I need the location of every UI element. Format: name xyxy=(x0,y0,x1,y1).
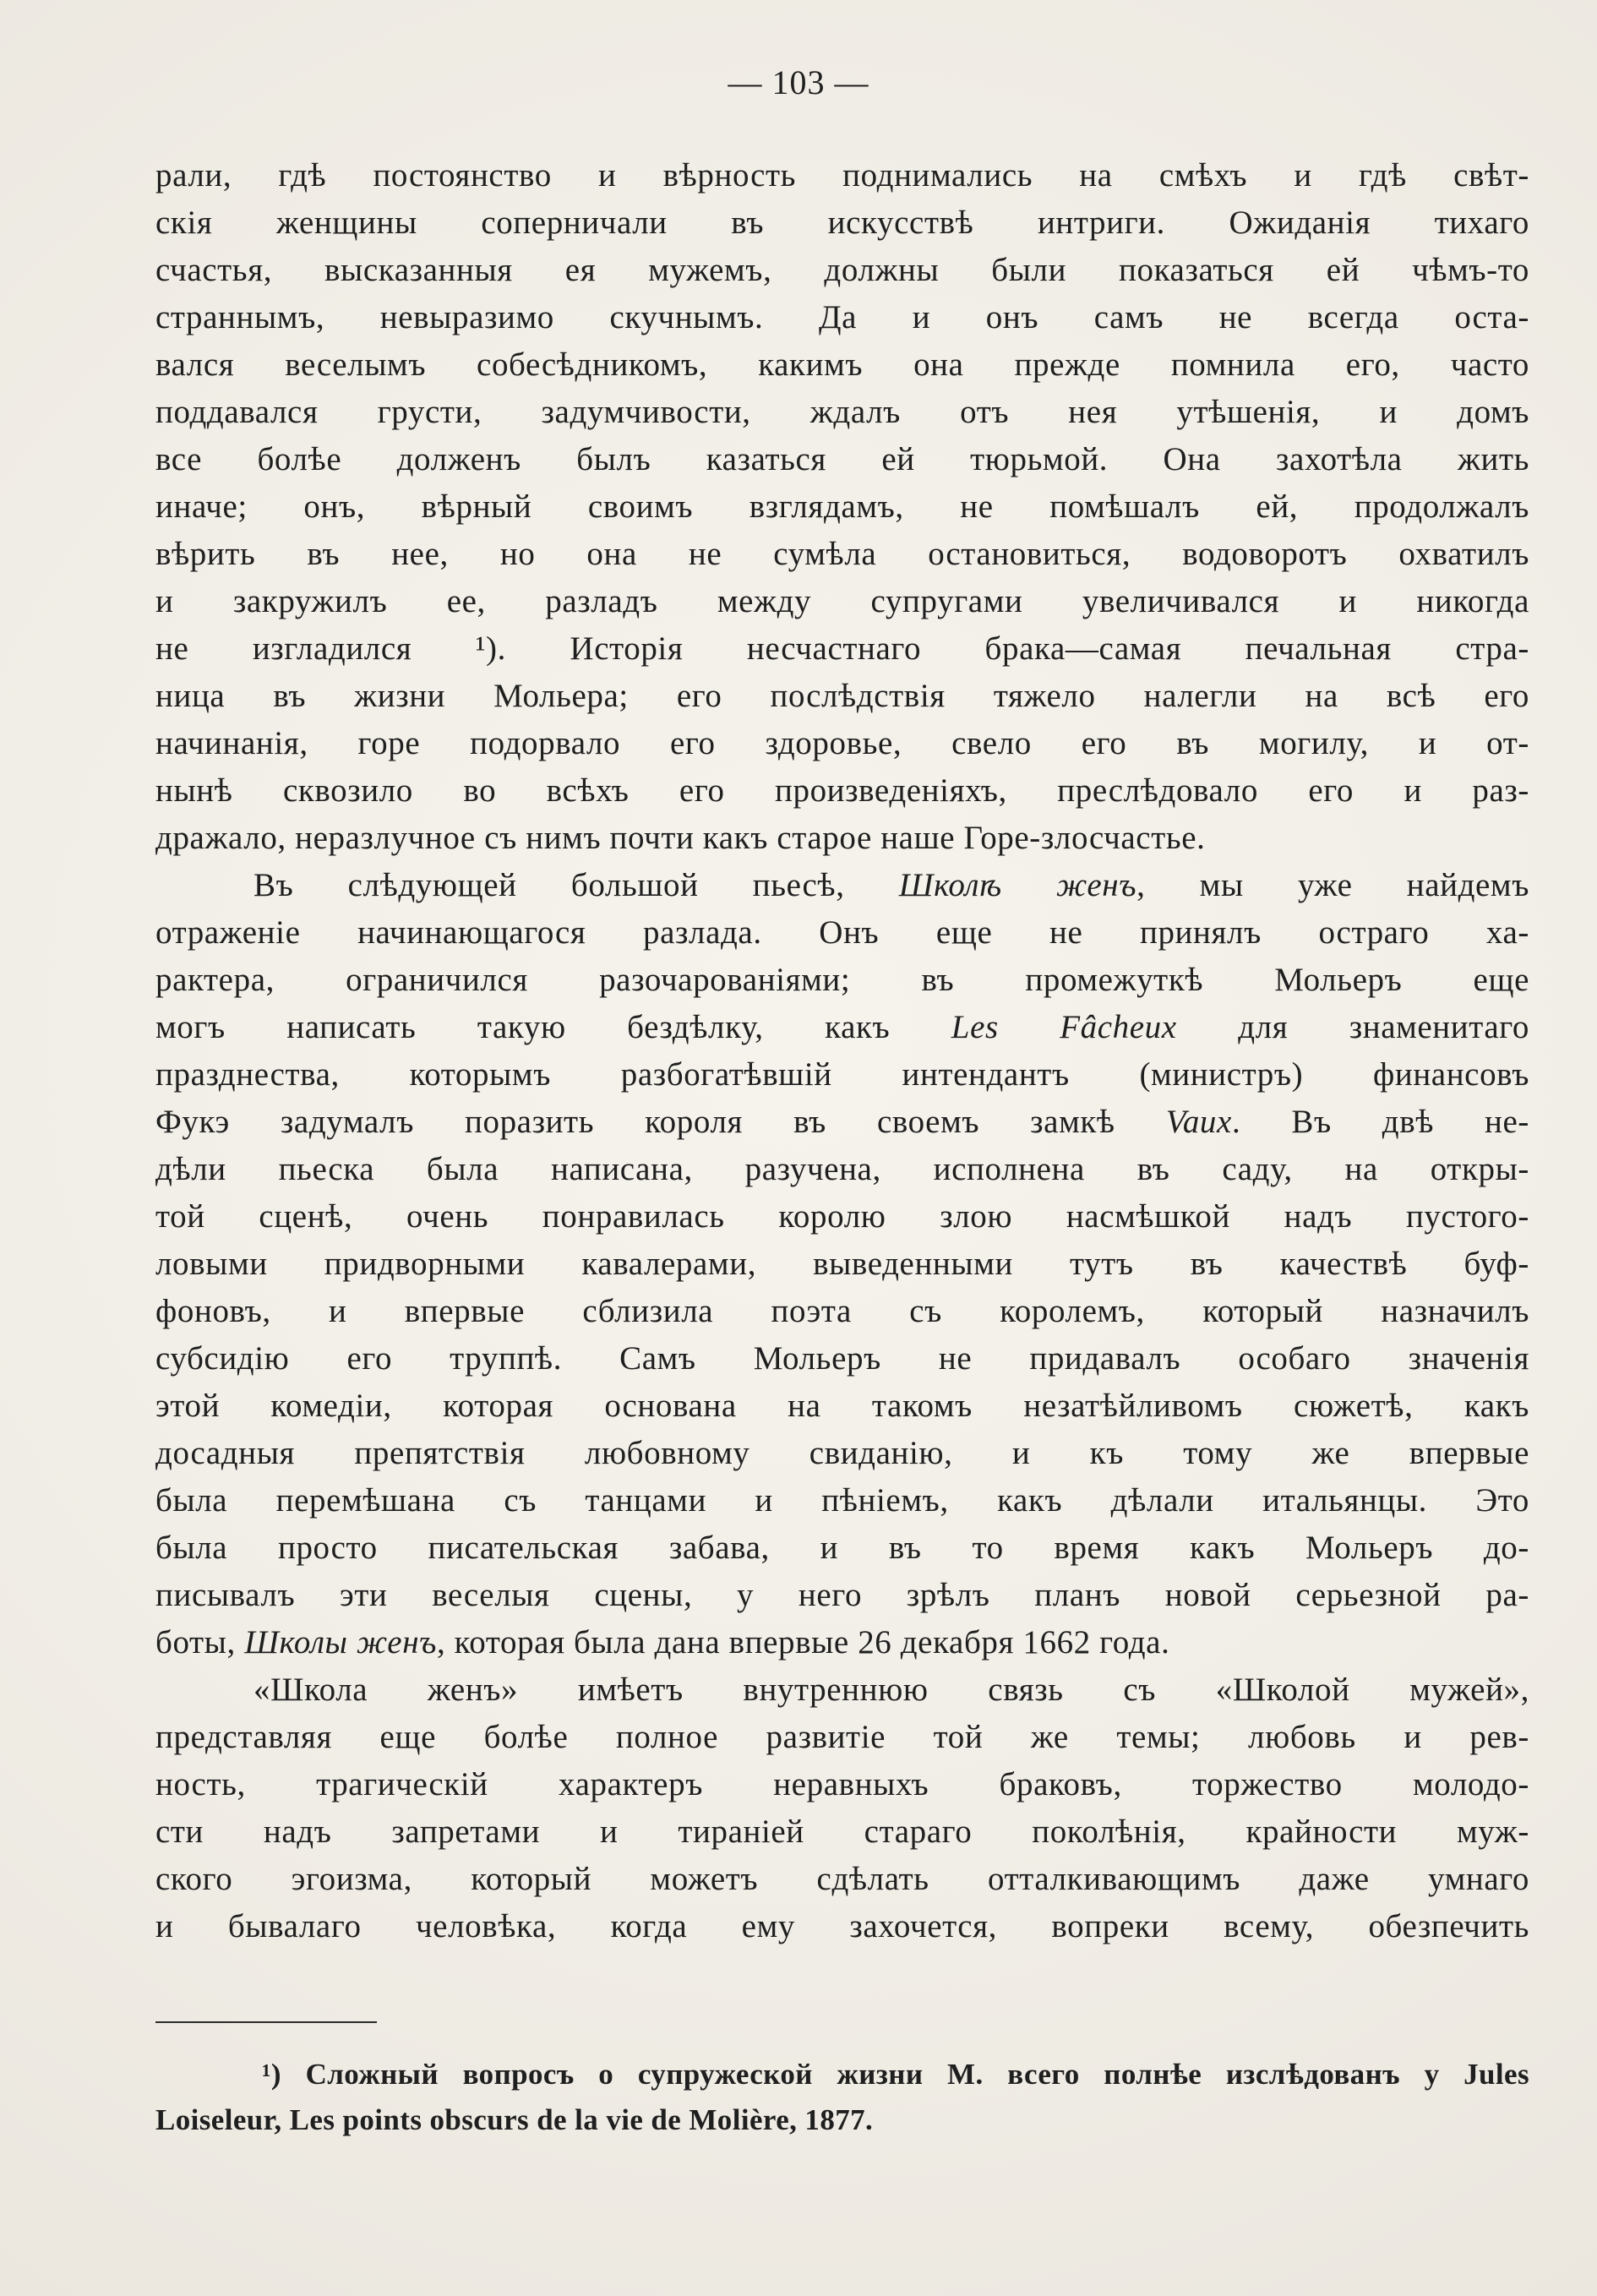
text-segment: , мы уже найдемъ xyxy=(1136,867,1529,903)
footnote-line: ¹) Сложный вопросъ о супружеской жизни М. всего полнѣе изслѣдованъ у Jules xyxy=(262,2058,1529,2091)
title-italic: Школѣ женъ xyxy=(898,867,1137,903)
text-line: досадныя препятствія любовному свиданію, и къ тому же впервые xyxy=(155,1435,1529,1471)
text-line: ловыми придворными кавалерами, выведенными тутъ въ качествѣ буф- xyxy=(155,1246,1529,1282)
paragraph-start-line: «Школа женъ» имѣетъ внутреннюю связь съ «Школой мужей», xyxy=(253,1672,1529,1708)
text-line: начинанія, горе подорвало его здоровье, свело его въ могилу, и от- xyxy=(155,725,1529,761)
text-line: счастья, высказанныя ея мужемъ, должны были показаться ей чѣмъ-то xyxy=(155,252,1529,288)
title-italic: Les Fâcheux xyxy=(951,1009,1177,1045)
text-line: ского эгоизма, который можетъ сдѣлать отталкивающимъ даже умнаго xyxy=(155,1861,1529,1897)
text-line: поддавался грусти, задумчивости, ждалъ отъ нея утѣшенія, и домъ xyxy=(155,394,1529,430)
text-line: ница въ жизни Мольера; его послѣдствія тяжело налегли на всѣ его xyxy=(155,678,1529,714)
text-segment: Фукэ задумалъ поразить короля въ своемъ замкѣ xyxy=(155,1104,1166,1140)
text-segment: , которая была дана впервые 26 декабря 1662 года. xyxy=(436,1624,1170,1661)
text-line: и закружилъ ее, разладъ между супругами увеличивался и никогда xyxy=(155,583,1529,619)
text-segment: . Въ двѣ не- xyxy=(1231,1104,1529,1140)
text-line: страннымъ, невыразимо скучнымъ. Да и онъ самъ не всегда оста- xyxy=(155,299,1529,335)
text-segment: Въ слѣдующей большой пьесѣ, xyxy=(253,867,899,903)
paragraph-start-line xyxy=(155,862,1529,909)
text-line: этой комедіи, которая основана на такомъ незатѣйливомъ сюжетѣ, какъ xyxy=(155,1388,1529,1424)
page-number: — 103 — xyxy=(728,63,869,101)
text-line: дѣли пьеска была написана, разучена, исполнена въ саду, на откры- xyxy=(155,1151,1529,1187)
text-segment: для знаменитаго xyxy=(1176,1009,1529,1045)
footnote-line: Loiseleur, Les points obscurs de la vie de Molière, 1877. xyxy=(155,2103,874,2136)
place-italic: Vaux xyxy=(1165,1104,1232,1140)
title-italic: Школы женъ xyxy=(244,1624,437,1661)
text-line: скія женщины соперничали въ искусствѣ интриги. Ожиданія тихаго xyxy=(155,205,1529,241)
text-line: рали, гдѣ постоянство и вѣрность поднимались на смѣхъ и гдѣ свѣт- xyxy=(155,157,1529,194)
text-line: и бывалаго человѣка, когда ему захочется, вопреки всему, обезпечить xyxy=(155,1908,1529,1944)
text-line: была перемѣшана съ танцами и пѣніемъ, какъ дѣлали итальянцы. Это xyxy=(155,1482,1529,1519)
text-line: вѣрить въ нее, но она не сумѣла остановиться, водоворотъ охватилъ xyxy=(155,536,1529,572)
text-segment: могъ написать такую бездѣлку, какъ xyxy=(155,1009,951,1045)
text-line: субсидію его труппѣ. Самъ Мольеръ не придавалъ особаго значенія xyxy=(155,1340,1529,1377)
text-line xyxy=(155,1099,1529,1146)
text-segment: боты, xyxy=(155,1624,245,1661)
text-line: празднества, которымъ разбогатѣвшій интендантъ (министръ) финансовъ xyxy=(155,1056,1529,1093)
text-line: иначе; онъ, вѣрный своимъ взглядамъ, не помѣшалъ ей, продолжалъ xyxy=(155,488,1529,525)
text-line: отраженіе начинающагося разлада. Онъ еще не принялъ остраго ха- xyxy=(155,914,1529,951)
text-line: писывалъ эти веселыя сцены, у него зрѣлъ планъ новой серьезной ра- xyxy=(155,1577,1529,1613)
text-line: не изгладился ¹). Исторія несчастнаго брака—самая печальная стра- xyxy=(155,630,1529,667)
text-line: фоновъ, и впервые сблизила поэта съ королемъ, который назначилъ xyxy=(155,1293,1529,1329)
text-line: рактера, ограничился разочарованіями; въ промежуткѣ Мольеръ еще xyxy=(155,962,1529,998)
text-line: вался веселымъ собесѣдникомъ, какимъ она прежде помнила его, часто xyxy=(155,346,1529,383)
footnote-divider xyxy=(155,2021,377,2023)
text-line xyxy=(155,1004,1529,1051)
body-text xyxy=(155,152,1529,1950)
text-line: представляя еще болѣе полное развитіе той же темы; любовь и рев- xyxy=(155,1719,1529,1755)
text-line: сти надъ запретами и тираніей стараго поколѣнія, крайности муж- xyxy=(155,1813,1529,1850)
text-line: ность, трагическій характеръ неравныхъ браковъ, торжество молодо- xyxy=(155,1766,1529,1802)
text-line: дражало, неразлучное съ нимъ почти какъ старое наше Горе-злосчастье. xyxy=(155,820,1206,856)
text-line: той сценѣ, очень понравилась королю злою насмѣшкой надъ пустого- xyxy=(155,1198,1529,1235)
footnotes xyxy=(155,2052,1529,2143)
text-line: все болѣе долженъ былъ казаться ей тюрьмой. Она захотѣла жить xyxy=(155,441,1529,477)
text-line xyxy=(155,1619,1529,1666)
text-line: нынѣ сквозило во всѣхъ его произведеніяхъ, преслѣдовало его и раз- xyxy=(155,772,1529,809)
text-line: была просто писательская забава, и въ то время какъ Мольеръ до- xyxy=(155,1530,1529,1566)
